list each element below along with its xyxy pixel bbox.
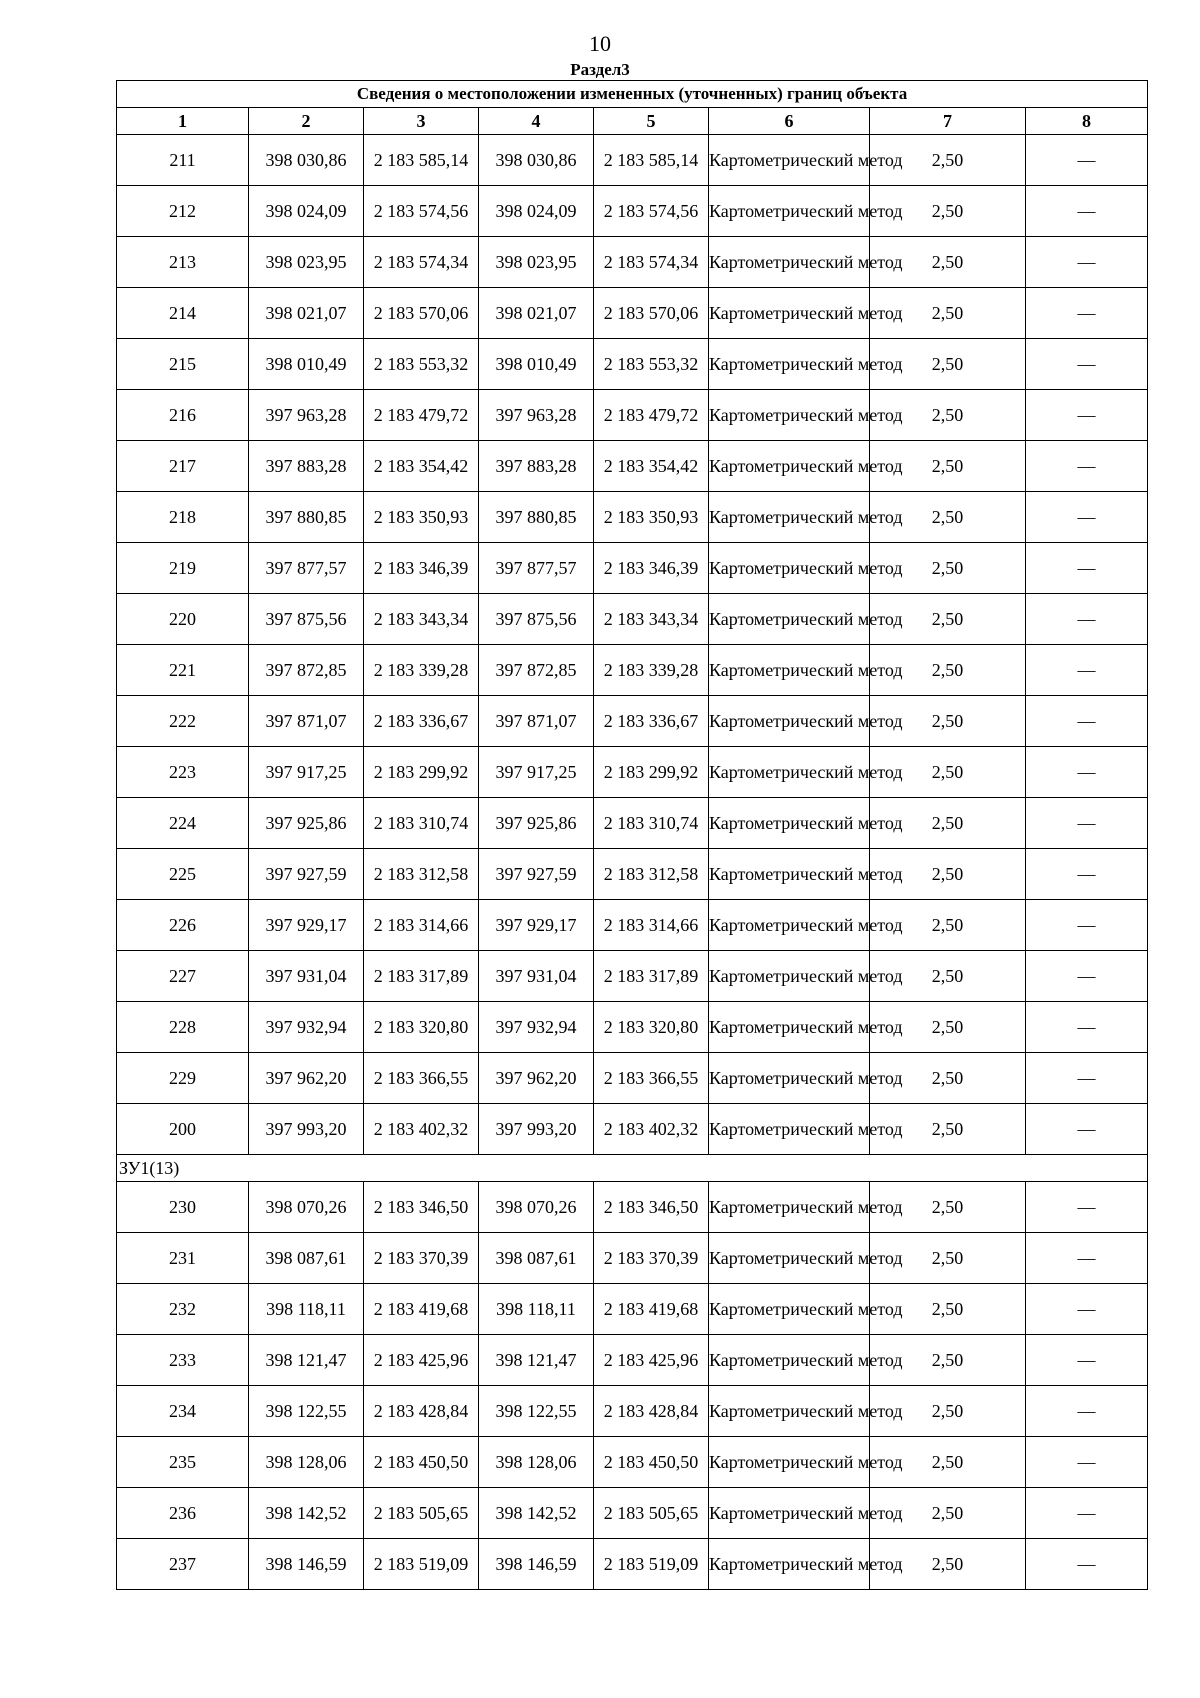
table-row (117, 543, 1148, 594)
y-coordinate-existing: 2 183 350,93 (364, 492, 479, 543)
x-coordinate-new: 397 929,17 (479, 900, 594, 951)
description: — (1026, 1488, 1148, 1539)
table-row (117, 849, 1148, 900)
y-coordinate-new: 2 183 574,34 (594, 237, 709, 288)
group-label-row (117, 1155, 1148, 1182)
description: — (1026, 849, 1148, 900)
x-coordinate-new: 398 122,55 (479, 1386, 594, 1437)
x-coordinate-existing: 398 023,95 (249, 237, 364, 288)
y-coordinate-new: 2 183 350,93 (594, 492, 709, 543)
x-coordinate-existing: 397 931,04 (249, 951, 364, 1002)
x-coordinate-new: 397 993,20 (479, 1104, 594, 1155)
x-coordinate-existing: 397 993,20 (249, 1104, 364, 1155)
column-number: 6 (709, 108, 870, 135)
accuracy: 2,50 (870, 390, 1026, 441)
accuracy: 2,50 (870, 1284, 1026, 1335)
y-coordinate-new: 2 183 317,89 (594, 951, 709, 1002)
accuracy: 2,50 (870, 1053, 1026, 1104)
y-coordinate-existing: 2 183 366,55 (364, 1053, 479, 1104)
description: — (1026, 492, 1148, 543)
x-coordinate-existing: 398 087,61 (249, 1233, 364, 1284)
method: Картометрический метод (709, 390, 870, 441)
accuracy: 2,50 (870, 594, 1026, 645)
table-row (117, 237, 1148, 288)
point-number: 216 (117, 390, 249, 441)
method: Картометрический метод (709, 951, 870, 1002)
point-number: 232 (117, 1284, 249, 1335)
accuracy: 2,50 (870, 1539, 1026, 1590)
boundary-coordinates-table (116, 80, 1148, 1590)
y-coordinate-new: 2 183 336,67 (594, 696, 709, 747)
method: Картометрический метод (709, 1437, 870, 1488)
x-coordinate-new: 397 932,94 (479, 1002, 594, 1053)
column-number-row (117, 108, 1148, 135)
x-coordinate-existing: 398 024,09 (249, 186, 364, 237)
table-row (117, 798, 1148, 849)
table-row (117, 1386, 1148, 1437)
y-coordinate-new: 2 183 419,68 (594, 1284, 709, 1335)
description: — (1026, 645, 1148, 696)
x-coordinate-new: 397 931,04 (479, 951, 594, 1002)
point-number: 234 (117, 1386, 249, 1437)
y-coordinate-existing: 2 183 574,56 (364, 186, 479, 237)
x-coordinate-existing: 398 021,07 (249, 288, 364, 339)
table-row (117, 1182, 1148, 1233)
x-coordinate-existing: 398 070,26 (249, 1182, 364, 1233)
x-coordinate-existing: 398 128,06 (249, 1437, 364, 1488)
accuracy: 2,50 (870, 696, 1026, 747)
accuracy: 2,50 (870, 543, 1026, 594)
table-row (117, 492, 1148, 543)
description: — (1026, 594, 1148, 645)
accuracy: 2,50 (870, 1335, 1026, 1386)
table-row (117, 900, 1148, 951)
accuracy: 2,50 (870, 849, 1026, 900)
description: — (1026, 1002, 1148, 1053)
y-coordinate-existing: 2 183 574,34 (364, 237, 479, 288)
table-row (117, 390, 1148, 441)
method: Картометрический метод (709, 1002, 870, 1053)
description: — (1026, 1386, 1148, 1437)
y-coordinate-new: 2 183 553,32 (594, 339, 709, 390)
table-title: Сведения о местоположении измененных (уточненных) границ объекта (117, 81, 1148, 108)
y-coordinate-existing: 2 183 310,74 (364, 798, 479, 849)
x-coordinate-new: 398 021,07 (479, 288, 594, 339)
x-coordinate-new: 398 023,95 (479, 237, 594, 288)
x-coordinate-existing: 398 118,11 (249, 1284, 364, 1335)
accuracy: 2,50 (870, 1104, 1026, 1155)
y-coordinate-existing: 2 183 553,32 (364, 339, 479, 390)
method: Картометрический метод (709, 696, 870, 747)
accuracy: 2,50 (870, 951, 1026, 1002)
table-row (117, 594, 1148, 645)
description: — (1026, 543, 1148, 594)
x-coordinate-existing: 397 875,56 (249, 594, 364, 645)
y-coordinate-new: 2 183 479,72 (594, 390, 709, 441)
method: Картометрический метод (709, 900, 870, 951)
accuracy: 2,50 (870, 1488, 1026, 1539)
y-coordinate-new: 2 183 320,80 (594, 1002, 709, 1053)
y-coordinate-existing: 2 183 570,06 (364, 288, 479, 339)
table-row (117, 1335, 1148, 1386)
point-number: 218 (117, 492, 249, 543)
y-coordinate-existing: 2 183 402,32 (364, 1104, 479, 1155)
point-number: 233 (117, 1335, 249, 1386)
description: — (1026, 186, 1148, 237)
point-number: 223 (117, 747, 249, 798)
table-row (117, 1104, 1148, 1155)
column-number: 1 (117, 108, 249, 135)
description: — (1026, 441, 1148, 492)
x-coordinate-new: 397 962,20 (479, 1053, 594, 1104)
y-coordinate-existing: 2 183 479,72 (364, 390, 479, 441)
y-coordinate-existing: 2 183 585,14 (364, 135, 479, 186)
y-coordinate-new: 2 183 299,92 (594, 747, 709, 798)
x-coordinate-existing: 398 146,59 (249, 1539, 364, 1590)
x-coordinate-existing: 398 121,47 (249, 1335, 364, 1386)
y-coordinate-existing: 2 183 428,84 (364, 1386, 479, 1437)
x-coordinate-existing: 397 880,85 (249, 492, 364, 543)
accuracy: 2,50 (870, 747, 1026, 798)
point-number: 236 (117, 1488, 249, 1539)
x-coordinate-new: 397 963,28 (479, 390, 594, 441)
method: Картометрический метод (709, 645, 870, 696)
point-number: 213 (117, 237, 249, 288)
table-row (117, 951, 1148, 1002)
table-row (117, 696, 1148, 747)
method: Картометрический метод (709, 1335, 870, 1386)
y-coordinate-new: 2 183 450,50 (594, 1437, 709, 1488)
column-number: 2 (249, 108, 364, 135)
description: — (1026, 135, 1148, 186)
y-coordinate-new: 2 183 425,96 (594, 1335, 709, 1386)
method: Картометрический метод (709, 1104, 870, 1155)
section-title: Раздел3 (570, 60, 630, 79)
method: Картометрический метод (709, 594, 870, 645)
y-coordinate-new: 2 183 366,55 (594, 1053, 709, 1104)
x-coordinate-new: 397 877,57 (479, 543, 594, 594)
description: — (1026, 1053, 1148, 1104)
method: Картометрический метод (709, 543, 870, 594)
y-coordinate-existing: 2 183 370,39 (364, 1233, 479, 1284)
description: — (1026, 1104, 1148, 1155)
x-coordinate-existing: 397 917,25 (249, 747, 364, 798)
x-coordinate-existing: 397 962,20 (249, 1053, 364, 1104)
description: — (1026, 747, 1148, 798)
y-coordinate-new: 2 183 346,50 (594, 1182, 709, 1233)
y-coordinate-existing: 2 183 336,67 (364, 696, 479, 747)
description: — (1026, 1539, 1148, 1590)
x-coordinate-new: 398 121,47 (479, 1335, 594, 1386)
table-row (117, 1284, 1148, 1335)
accuracy: 2,50 (870, 1002, 1026, 1053)
description: — (1026, 696, 1148, 747)
point-number: 228 (117, 1002, 249, 1053)
point-number: 221 (117, 645, 249, 696)
x-coordinate-new: 397 880,85 (479, 492, 594, 543)
x-coordinate-existing: 397 932,94 (249, 1002, 364, 1053)
x-coordinate-new: 398 087,61 (479, 1233, 594, 1284)
column-number: 7 (870, 108, 1026, 135)
point-number: 220 (117, 594, 249, 645)
x-coordinate-existing: 397 927,59 (249, 849, 364, 900)
point-number: 219 (117, 543, 249, 594)
x-coordinate-existing: 398 030,86 (249, 135, 364, 186)
y-coordinate-new: 2 183 519,09 (594, 1539, 709, 1590)
x-coordinate-existing: 397 877,57 (249, 543, 364, 594)
y-coordinate-existing: 2 183 419,68 (364, 1284, 479, 1335)
x-coordinate-new: 398 118,11 (479, 1284, 594, 1335)
method: Картометрический метод (709, 1284, 870, 1335)
table-row (117, 1233, 1148, 1284)
y-coordinate-existing: 2 183 346,50 (364, 1182, 479, 1233)
method: Картометрический метод (709, 747, 870, 798)
accuracy: 2,50 (870, 135, 1026, 186)
x-coordinate-new: 398 010,49 (479, 339, 594, 390)
method: Картометрический метод (709, 492, 870, 543)
method: Картометрический метод (709, 849, 870, 900)
point-number: 235 (117, 1437, 249, 1488)
method: Картометрический метод (709, 186, 870, 237)
point-number: 229 (117, 1053, 249, 1104)
accuracy: 2,50 (870, 1182, 1026, 1233)
method: Картометрический метод (709, 1488, 870, 1539)
y-coordinate-existing: 2 183 314,66 (364, 900, 479, 951)
y-coordinate-existing: 2 183 299,92 (364, 747, 479, 798)
description: — (1026, 288, 1148, 339)
accuracy: 2,50 (870, 186, 1026, 237)
x-coordinate-new: 398 142,52 (479, 1488, 594, 1539)
x-coordinate-existing: 397 883,28 (249, 441, 364, 492)
table-row (117, 339, 1148, 390)
x-coordinate-new: 397 872,85 (479, 645, 594, 696)
x-coordinate-existing: 398 010,49 (249, 339, 364, 390)
y-coordinate-new: 2 183 346,39 (594, 543, 709, 594)
description: — (1026, 900, 1148, 951)
point-number: 231 (117, 1233, 249, 1284)
y-coordinate-existing: 2 183 450,50 (364, 1437, 479, 1488)
x-coordinate-new: 397 925,86 (479, 798, 594, 849)
point-number: 212 (117, 186, 249, 237)
description: — (1026, 390, 1148, 441)
point-number: 230 (117, 1182, 249, 1233)
x-coordinate-new: 398 024,09 (479, 186, 594, 237)
y-coordinate-new: 2 183 310,74 (594, 798, 709, 849)
description: — (1026, 339, 1148, 390)
method: Картометрический метод (709, 441, 870, 492)
x-coordinate-existing: 397 925,86 (249, 798, 364, 849)
description: — (1026, 1284, 1148, 1335)
y-coordinate-existing: 2 183 312,58 (364, 849, 479, 900)
method: Картометрический метод (709, 1182, 870, 1233)
y-coordinate-new: 2 183 402,32 (594, 1104, 709, 1155)
x-coordinate-new: 397 883,28 (479, 441, 594, 492)
method: Картометрический метод (709, 237, 870, 288)
accuracy: 2,50 (870, 339, 1026, 390)
point-number: 217 (117, 441, 249, 492)
description: — (1026, 951, 1148, 1002)
accuracy: 2,50 (870, 441, 1026, 492)
point-number: 227 (117, 951, 249, 1002)
y-coordinate-existing: 2 183 505,65 (364, 1488, 479, 1539)
x-coordinate-existing: 398 122,55 (249, 1386, 364, 1437)
point-number: 214 (117, 288, 249, 339)
table-row (117, 747, 1148, 798)
table-row (117, 288, 1148, 339)
y-coordinate-existing: 2 183 425,96 (364, 1335, 479, 1386)
method: Картометрический метод (709, 288, 870, 339)
method: Картометрический метод (709, 1233, 870, 1284)
accuracy: 2,50 (870, 798, 1026, 849)
x-coordinate-new: 397 875,56 (479, 594, 594, 645)
x-coordinate-existing: 397 871,07 (249, 696, 364, 747)
description: — (1026, 798, 1148, 849)
x-coordinate-existing: 397 872,85 (249, 645, 364, 696)
column-number: 5 (594, 108, 709, 135)
table-row (117, 1488, 1148, 1539)
y-coordinate-existing: 2 183 519,09 (364, 1539, 479, 1590)
x-coordinate-new: 398 030,86 (479, 135, 594, 186)
group-label: ЗУ1(13) (117, 1155, 1148, 1182)
y-coordinate-existing: 2 183 354,42 (364, 441, 479, 492)
method: Картометрический метод (709, 1539, 870, 1590)
accuracy: 2,50 (870, 645, 1026, 696)
accuracy: 2,50 (870, 1437, 1026, 1488)
table-row (117, 645, 1148, 696)
description: — (1026, 1437, 1148, 1488)
table-row (117, 441, 1148, 492)
y-coordinate-new: 2 183 574,56 (594, 186, 709, 237)
description: — (1026, 1335, 1148, 1386)
x-coordinate-new: 398 070,26 (479, 1182, 594, 1233)
method: Картометрический метод (709, 1053, 870, 1104)
x-coordinate-new: 397 927,59 (479, 849, 594, 900)
method: Картометрический метод (709, 1386, 870, 1437)
y-coordinate-existing: 2 183 320,80 (364, 1002, 479, 1053)
method: Картометрический метод (709, 798, 870, 849)
y-coordinate-existing: 2 183 317,89 (364, 951, 479, 1002)
x-coordinate-new: 398 128,06 (479, 1437, 594, 1488)
x-coordinate-existing: 397 963,28 (249, 390, 364, 441)
column-number: 4 (479, 108, 594, 135)
page-number: 10 (589, 31, 611, 56)
description: — (1026, 237, 1148, 288)
y-coordinate-new: 2 183 570,06 (594, 288, 709, 339)
point-number: 226 (117, 900, 249, 951)
point-number: 222 (117, 696, 249, 747)
accuracy: 2,50 (870, 1386, 1026, 1437)
method: Картометрический метод (709, 135, 870, 186)
accuracy: 2,50 (870, 492, 1026, 543)
y-coordinate-new: 2 183 505,65 (594, 1488, 709, 1539)
y-coordinate-new: 2 183 314,66 (594, 900, 709, 951)
column-number: 8 (1026, 108, 1148, 135)
accuracy: 2,50 (870, 1233, 1026, 1284)
point-number: 200 (117, 1104, 249, 1155)
table-title-row (117, 81, 1148, 108)
table-row (117, 1053, 1148, 1104)
table-row (117, 135, 1148, 186)
point-number: 225 (117, 849, 249, 900)
table-row (117, 1539, 1148, 1590)
y-coordinate-new: 2 183 339,28 (594, 645, 709, 696)
point-number: 215 (117, 339, 249, 390)
description: — (1026, 1182, 1148, 1233)
table-row (117, 1002, 1148, 1053)
accuracy: 2,50 (870, 900, 1026, 951)
point-number: 224 (117, 798, 249, 849)
description: — (1026, 1233, 1148, 1284)
method: Картометрический метод (709, 339, 870, 390)
y-coordinate-existing: 2 183 339,28 (364, 645, 479, 696)
y-coordinate-existing: 2 183 343,34 (364, 594, 479, 645)
y-coordinate-new: 2 183 428,84 (594, 1386, 709, 1437)
point-number: 237 (117, 1539, 249, 1590)
y-coordinate-new: 2 183 585,14 (594, 135, 709, 186)
y-coordinate-new: 2 183 354,42 (594, 441, 709, 492)
point-number: 211 (117, 135, 249, 186)
y-coordinate-new: 2 183 343,34 (594, 594, 709, 645)
x-coordinate-existing: 398 142,52 (249, 1488, 364, 1539)
y-coordinate-new: 2 183 312,58 (594, 849, 709, 900)
y-coordinate-existing: 2 183 346,39 (364, 543, 479, 594)
accuracy: 2,50 (870, 288, 1026, 339)
x-coordinate-new: 397 871,07 (479, 696, 594, 747)
table-row (117, 1437, 1148, 1488)
x-coordinate-new: 398 146,59 (479, 1539, 594, 1590)
y-coordinate-new: 2 183 370,39 (594, 1233, 709, 1284)
x-coordinate-new: 397 917,25 (479, 747, 594, 798)
column-number: 3 (364, 108, 479, 135)
x-coordinate-existing: 397 929,17 (249, 900, 364, 951)
accuracy: 2,50 (870, 237, 1026, 288)
table-row (117, 186, 1148, 237)
